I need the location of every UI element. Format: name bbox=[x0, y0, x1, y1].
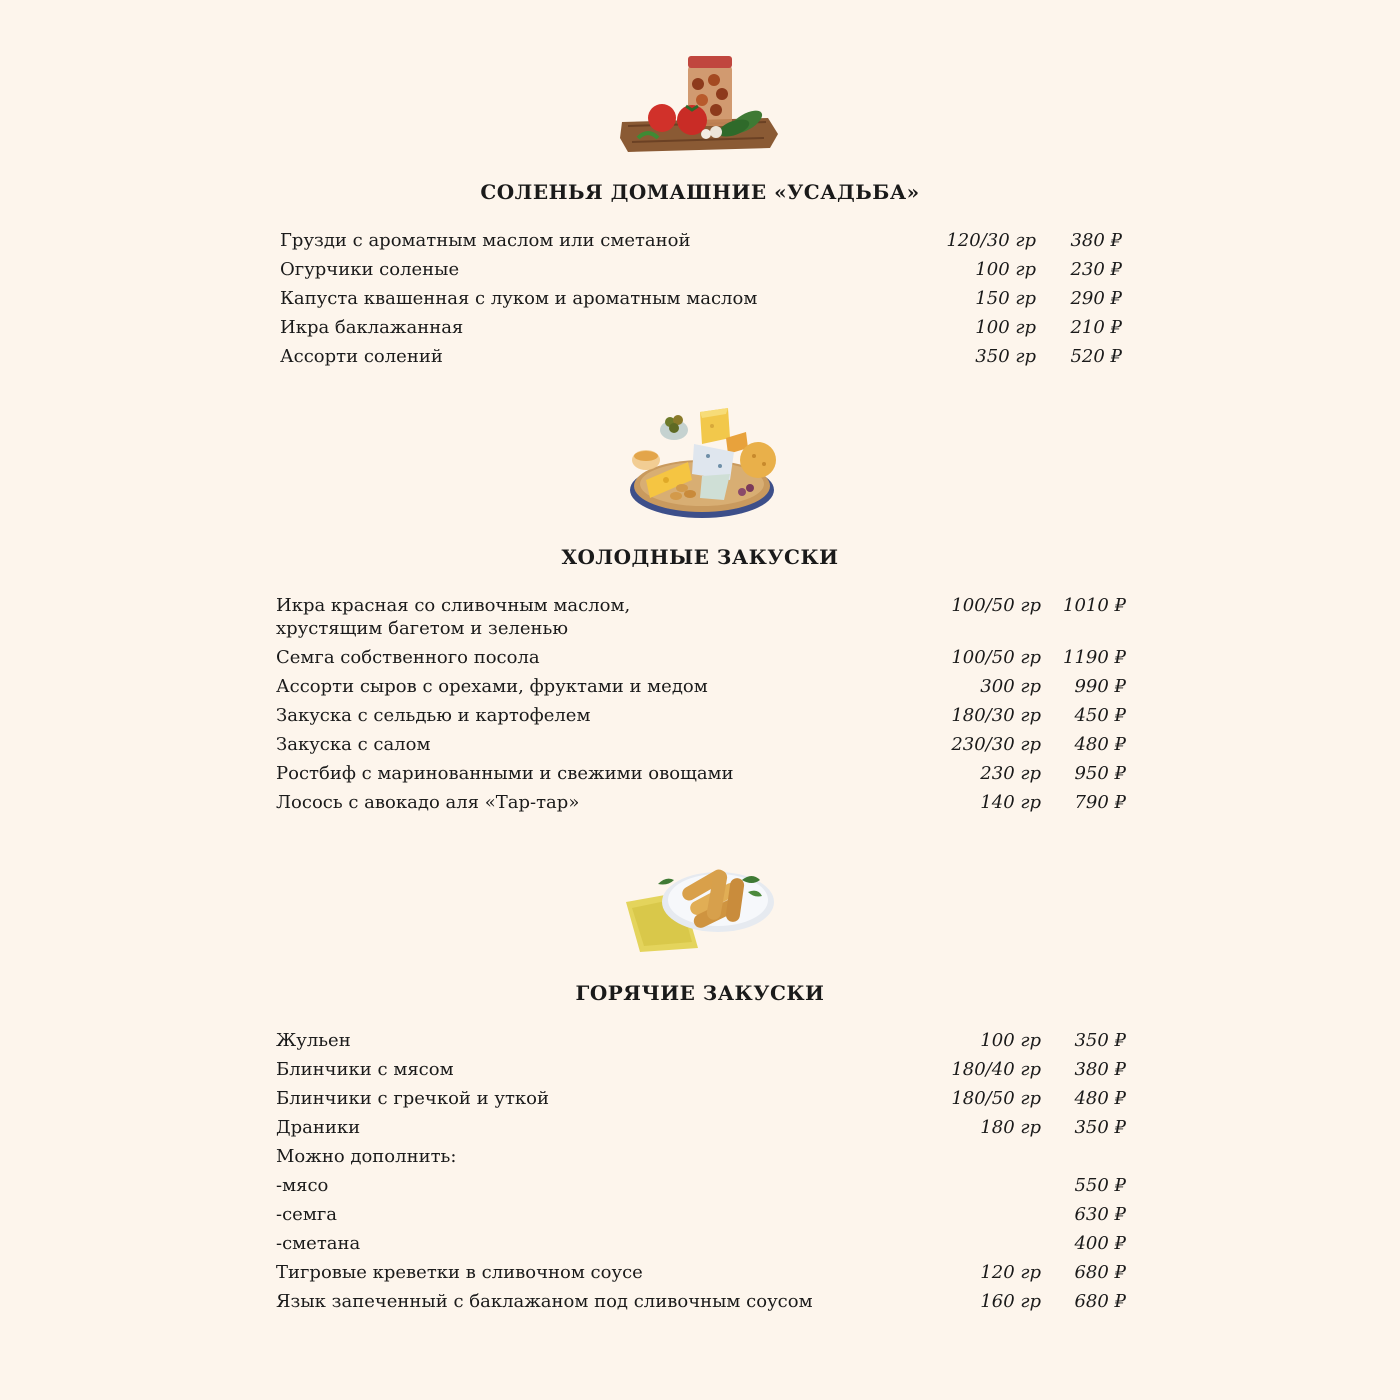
item-name: Жульен bbox=[276, 1030, 351, 1051]
menu-item bbox=[276, 1290, 1126, 1319]
item-weight: 160 гр bbox=[980, 1291, 1041, 1312]
item-name: Закуска с салом bbox=[276, 734, 431, 755]
item-price: 400 ₽ bbox=[1074, 1233, 1126, 1254]
item-weight: 230 гр bbox=[980, 763, 1041, 784]
menu-item bbox=[276, 1261, 1126, 1290]
item-name-line2: хрустящим багетом и зеленью bbox=[276, 618, 569, 639]
item-name: -сметана bbox=[276, 1233, 361, 1254]
item-price: 790 ₽ bbox=[1074, 792, 1126, 813]
item-weight: 350 гр bbox=[975, 346, 1036, 367]
item-weight: 100/50 гр bbox=[951, 647, 1041, 668]
menu-item bbox=[280, 229, 1122, 258]
menu-item bbox=[280, 258, 1122, 287]
item-name: Тигровые креветки в сливочном соусе bbox=[276, 1262, 643, 1283]
menu-item bbox=[276, 594, 1126, 646]
item-weight: 140 гр bbox=[980, 792, 1041, 813]
item-name: Язык запеченный с баклажаном под сливочным соусом bbox=[276, 1291, 813, 1312]
item-price: 350 ₽ bbox=[1074, 1117, 1126, 1138]
item-weight: 180/40 гр bbox=[951, 1059, 1041, 1080]
item-price: 520 ₽ bbox=[1070, 346, 1122, 367]
item-price: 480 ₽ bbox=[1074, 734, 1126, 755]
item-name: Драники bbox=[276, 1117, 361, 1138]
menu-list-cold-appetizers bbox=[276, 594, 1126, 820]
item-name: Блинчики с гречкой и уткой bbox=[276, 1088, 549, 1109]
item-weight: 120/30 гр bbox=[946, 230, 1036, 251]
item-weight: 120 гр bbox=[980, 1262, 1041, 1283]
item-name: Семга собственного посола bbox=[276, 647, 540, 668]
item-name: Ростбиф с маринованными и свежими овощами bbox=[276, 763, 734, 784]
cheese-platter-illustration bbox=[626, 404, 778, 522]
item-price: 630 ₽ bbox=[1074, 1204, 1126, 1225]
item-weight: 180/30 гр bbox=[951, 705, 1041, 726]
item-weight: 100 гр bbox=[980, 1030, 1041, 1051]
item-price: 680 ₽ bbox=[1074, 1291, 1126, 1312]
item-name: Икра красная со сливочным маслом, bbox=[276, 595, 631, 616]
item-name: Блинчики с мясом bbox=[276, 1059, 454, 1080]
item-name: Можно дополнить: bbox=[276, 1146, 457, 1167]
item-weight: 300 гр bbox=[980, 676, 1041, 697]
menu-item bbox=[280, 345, 1122, 374]
menu-list-pickles bbox=[280, 229, 1122, 374]
item-name: Лосось с авокадо аля «Тар-тар» bbox=[276, 792, 580, 813]
item-weight: 150 гр bbox=[975, 288, 1036, 309]
menu-item bbox=[276, 675, 1126, 704]
item-weight: 100 гр bbox=[975, 317, 1036, 338]
item-name: Икра баклажанная bbox=[280, 317, 464, 338]
section-title-hot-appetizers: ГОРЯЧИЕ ЗАКУСКИ bbox=[575, 981, 825, 1005]
menu-item bbox=[280, 316, 1122, 345]
item-weight: 230/30 гр bbox=[951, 734, 1041, 755]
item-weight: 180 гр bbox=[980, 1117, 1041, 1138]
menu-item bbox=[276, 1116, 1126, 1145]
item-name: -семга bbox=[276, 1204, 337, 1225]
menu-item bbox=[276, 646, 1126, 675]
menu-item bbox=[276, 762, 1126, 791]
menu-item bbox=[276, 1203, 1126, 1232]
item-price: 1190 ₽ bbox=[1063, 647, 1126, 668]
item-name: -мясо bbox=[276, 1175, 329, 1196]
item-price: 990 ₽ bbox=[1074, 676, 1126, 697]
menu-item bbox=[276, 1174, 1126, 1203]
item-price: 450 ₽ bbox=[1074, 705, 1126, 726]
menu-list-hot-appetizers bbox=[276, 1029, 1126, 1319]
pickles-jar-illustration bbox=[618, 50, 782, 156]
item-price: 1010 ₽ bbox=[1063, 595, 1126, 616]
item-price: 210 ₽ bbox=[1070, 317, 1122, 338]
pancake-rolls-illustration bbox=[622, 852, 778, 954]
item-price: 230 ₽ bbox=[1070, 259, 1122, 280]
item-name: Капуста квашенная с луком и ароматным маслом bbox=[280, 288, 758, 309]
item-name: Огурчики соленые bbox=[280, 259, 460, 280]
item-price: 950 ₽ bbox=[1074, 763, 1126, 784]
item-weight: 180/50 гр bbox=[951, 1088, 1041, 1109]
item-price: 480 ₽ bbox=[1074, 1088, 1126, 1109]
menu-item bbox=[280, 287, 1122, 316]
item-price: 380 ₽ bbox=[1070, 230, 1122, 251]
item-name: Закуска с сельдью и картофелем bbox=[276, 705, 591, 726]
item-name: Ассорти солений bbox=[280, 346, 443, 367]
item-price: 350 ₽ bbox=[1074, 1030, 1126, 1051]
item-price: 550 ₽ bbox=[1074, 1175, 1126, 1196]
menu-item bbox=[276, 733, 1126, 762]
menu-item bbox=[276, 791, 1126, 820]
section-title-pickles: СОЛЕНЬЯ ДОМАШНИЕ «УСАДЬБА» bbox=[480, 180, 920, 204]
menu-item bbox=[276, 1058, 1126, 1087]
menu-item bbox=[276, 1232, 1126, 1261]
menu-item bbox=[276, 1029, 1126, 1058]
item-weight: 100 гр bbox=[975, 259, 1036, 280]
item-price: 680 ₽ bbox=[1074, 1262, 1126, 1283]
menu-item bbox=[276, 1087, 1126, 1116]
section-title-cold-appetizers: ХОЛОДНЫЕ ЗАКУСКИ bbox=[561, 545, 839, 569]
item-price: 380 ₽ bbox=[1074, 1059, 1126, 1080]
menu-item bbox=[276, 1145, 1126, 1174]
item-name: Ассорти сыров с орехами, фруктами и медом bbox=[276, 676, 708, 697]
menu-item bbox=[276, 704, 1126, 733]
item-price: 290 ₽ bbox=[1070, 288, 1122, 309]
item-name: Грузди с ароматным маслом или сметаной bbox=[280, 230, 691, 251]
item-weight: 100/50 гр bbox=[951, 595, 1041, 616]
